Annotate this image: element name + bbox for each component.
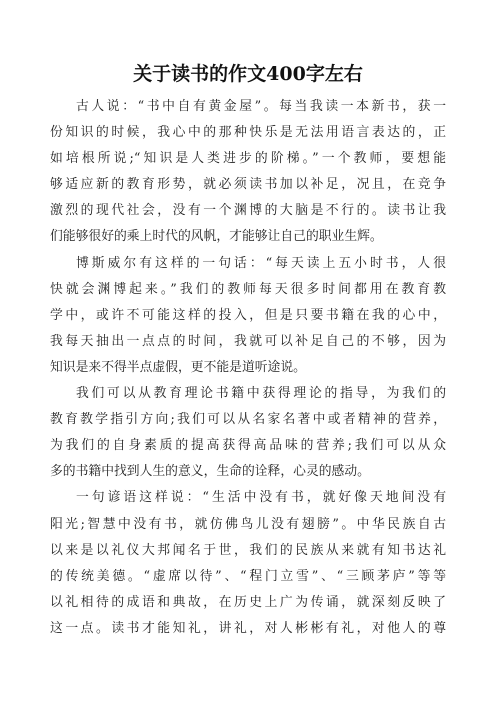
paragraph — [50, 381, 446, 485]
text-line: 快就会渊博起来。”我们的教师每天很多时间都用在教育教 — [50, 281, 446, 297]
text-line: 古人说：“书中自有黄金屋”。每当我读一本新书，获一 — [76, 99, 446, 114]
text-line: 学中，或许不可能这样的投入，但是只要书籍在我的心中， — [50, 307, 446, 323]
text-line: 我每天抽出一点点的时间，我就可以补足自己的不够，因为 — [50, 333, 446, 349]
paragraph — [50, 94, 446, 251]
text-line: 们能够很好的乘上时代的风帆，才能够让自己的职业生辉。 — [50, 229, 383, 245]
text-line: 这一点。读书才能知礼，讲礼，对人彬彬有礼，对他人的尊 — [50, 620, 446, 636]
text-line: 份知识的时候，我心中的那种快乐是无法用语言表达的，正 — [50, 125, 446, 141]
text-line: 知识是来不得半点虚假，更不能是道听途说。 — [50, 359, 306, 375]
document-body — [50, 94, 446, 642]
document-title: 关于读书的作文400字左右 — [133, 63, 363, 85]
text-line: 阳光;智慧中没有书，就仿佛鸟儿没有翅膀”。中华民族自古 — [50, 516, 446, 532]
text-line: 以礼相待的成语和典故，在历史上广为传诵，就深刻反映了 — [50, 594, 446, 610]
text-line: 一句谚语这样说：“生活中没有书，就好像天地间没有 — [76, 490, 446, 506]
text-line: 的传统美德。“虚席以待”、“程门立雪”、“三顾茅庐”等等 — [50, 568, 446, 584]
text-line: 以来是以礼仪大邦闻名于世，我们的民族从来就有知书达礼 — [50, 542, 446, 558]
paragraph — [50, 251, 446, 381]
text-line: 教育教学指引方向;我们可以从名家名著中或者精神的营养， — [50, 412, 446, 428]
text-line: 多的书籍中找到人生的意义，生命的诠释，心灵的感动。 — [50, 464, 370, 480]
text-line: 博斯威尔有这样的一句话：“每天读上五小时书，人很 — [76, 255, 446, 271]
paragraph — [50, 485, 446, 642]
text-line: 够适应新的教育形势，就必须读书加以补足，况且，在竞争 — [50, 177, 446, 193]
text-line: 如培根所说;“知识是人类进步的阶梯。”一个教师，要想能 — [50, 151, 446, 167]
text-line: 我们可以从教育理论书籍中获得理论的指导，为我们的 — [76, 386, 446, 402]
text-line: 为我们的自身素质的提高获得高品味的营养;我们可以从众 — [50, 438, 446, 454]
text-line: 激烈的现代社会，没有一个渊博的大脑是不行的。读书让我 — [50, 203, 446, 219]
